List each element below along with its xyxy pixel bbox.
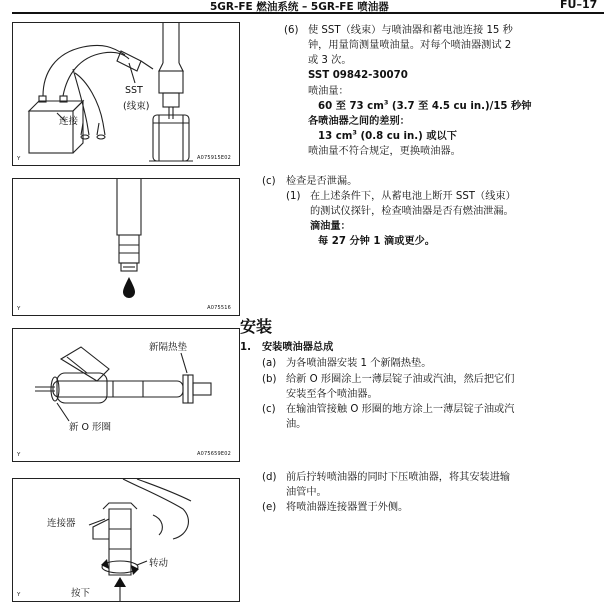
figure-injector-parts xyxy=(12,328,240,462)
replace-instruction: 喷油量不符合规定，更换喷油器。 xyxy=(308,146,461,157)
injector-parts-illustration xyxy=(13,329,240,462)
step-6-number: (6) xyxy=(284,25,299,36)
fuel-drop-icon xyxy=(123,277,135,298)
injector-leak-illustration xyxy=(13,179,240,316)
step-c1-number: (1) xyxy=(286,191,301,202)
difference-value: 13 $cm^3$ (0.8 cu in.) 或以下 xyxy=(318,128,457,142)
sst-part-number: SST 09842-30070 xyxy=(308,70,408,81)
figure-injector-leak-check xyxy=(12,178,240,316)
difference-label: 各喷油器之间的差别： xyxy=(308,116,410,127)
header-title: 5GR-FE 燃油系统 – 5GR-FE 喷油器 xyxy=(210,1,389,13)
figure-corner-mark: Y xyxy=(17,592,21,598)
page-header xyxy=(0,0,604,16)
step-c-text: 检查是否泄漏。 xyxy=(286,176,358,187)
figure-code: A075915E02 xyxy=(196,155,231,161)
install-b-line-2: 安装至各个喷油器。 xyxy=(286,389,378,400)
figure-corner-mark: Y xyxy=(17,452,21,458)
figure-injector-volume-test xyxy=(12,22,240,166)
install-a-number: (a) xyxy=(262,358,277,369)
spray-volume-value: 60 至 73 $cm^3$ (3.7 至 4.5 cu in.)/15 秒钟 xyxy=(318,98,532,112)
install-e-text: 将喷油器连接器置于外侧。 xyxy=(286,502,409,513)
install-a-text: 为各喷油器安装 1 个新隔热垫。 xyxy=(286,358,432,369)
install-e-number: (e) xyxy=(262,502,277,513)
new-oring-label: 新 O 形圈 xyxy=(69,422,112,433)
install-c-line-1: 在输油管接触 O 形圈的地方涂上一薄层锭子油或汽 xyxy=(286,404,515,415)
page-number: FU–17 xyxy=(560,0,598,11)
figure-code: A075516 xyxy=(207,305,231,311)
install-c-number: (c) xyxy=(262,404,276,415)
drip-label: 滴油量： xyxy=(310,221,351,232)
step-c1-line-2: 的测试仪探针，检查喷油器是否有燃油泄漏。 xyxy=(310,206,514,217)
install-item-title: 安装喷油器总成 xyxy=(262,342,334,353)
install-d-line-2: 油管中。 xyxy=(286,487,327,498)
figure-corner-mark: Y xyxy=(17,306,21,312)
new-gasket-label: 新隔热垫 xyxy=(149,342,188,353)
drip-value: 每 27 分钟 1 滴或更少。 xyxy=(318,236,435,247)
install-item-number: 1. xyxy=(240,342,251,353)
injector-install-illustration xyxy=(13,479,240,602)
turn-label: 转动 xyxy=(149,558,169,569)
harness-label: (线束) xyxy=(123,101,150,112)
step-6-line-1: 使 SST（线束）与喷油器和蓄电池连接 15 秒 xyxy=(308,25,513,36)
install-d-number: (d) xyxy=(262,472,277,483)
install-heading: 安装 xyxy=(240,317,273,336)
step-c1-line-1: 在上述条件下，从蓄电池上断开 SST（线束） xyxy=(310,191,516,202)
figure-injector-install xyxy=(12,478,240,602)
spray-volume-label: 喷油量： xyxy=(308,86,349,97)
step-c-number: (c) xyxy=(262,176,276,187)
push-label: 按下 xyxy=(71,588,91,599)
step-6-line-2: 钟，用量筒测量喷油量。对每个喷油器测试 2 xyxy=(308,40,512,51)
step-6-line-3: 或 3 次。 xyxy=(308,55,352,66)
install-b-number: (b) xyxy=(262,374,277,385)
sst-label: SST xyxy=(125,85,143,96)
figure-code: A075659E02 xyxy=(196,451,231,457)
figure-corner-mark: Y xyxy=(17,156,21,162)
install-b-line-1: 给新 O 形圈涂上一薄层锭子油或汽油，然后把它们 xyxy=(286,374,515,385)
install-d-line-1: 前后拧转喷油器的同时下压喷油器，将其安装进输 xyxy=(286,472,511,483)
push-arrow-icon xyxy=(114,577,126,587)
connector-label: 连接器 xyxy=(47,518,76,529)
install-c-line-2: 油。 xyxy=(286,419,307,430)
connect-label: 连接 xyxy=(59,116,79,127)
